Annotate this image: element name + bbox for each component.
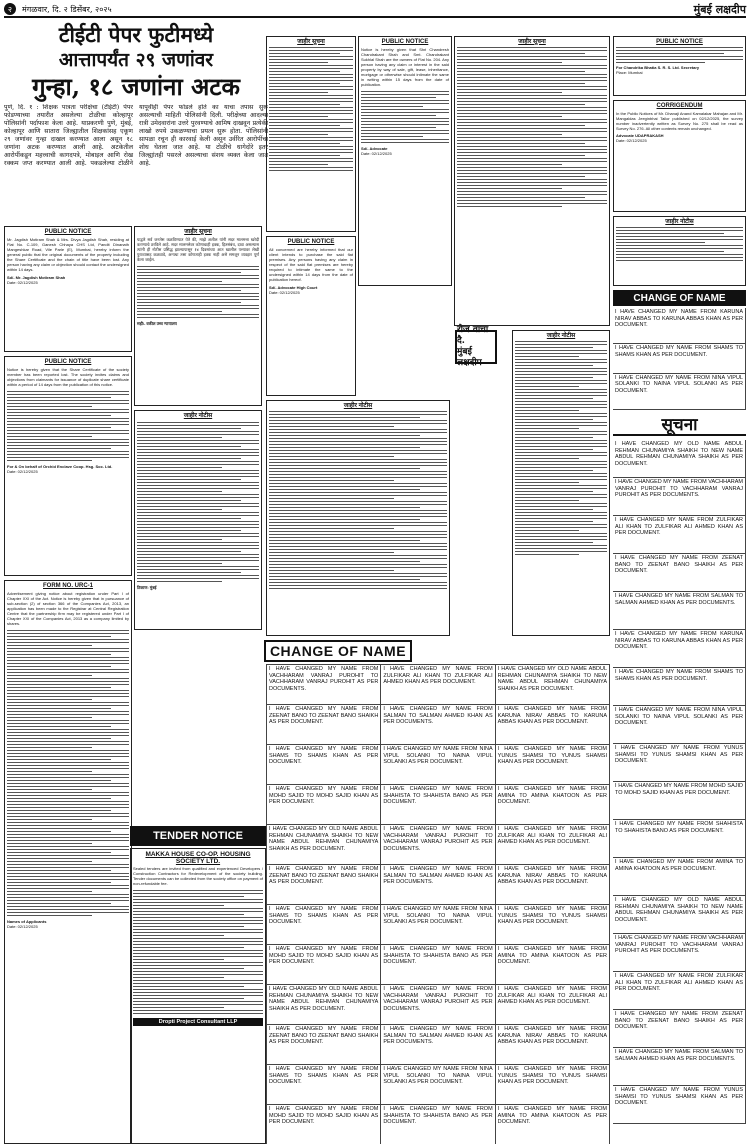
coc-entry: I HAVE CHANGED MY NAME FROM AMINA TO AMINA KHATOON AS PER DOCUMENT. [496,1105,610,1144]
public-notice-3 [266,236,356,396]
notice-sign: Sd/- Advocate High Court [269,285,318,290]
public-notice-1 [4,226,132,352]
coc-entry: I HAVE CHANGED MY OLD NAME ABDUL REHMAN CHUNAMIYA SHAIKH TO NEW NAME ABDUL REHMAN CHUNAMIYA SHAIKH AS PER DOCUMENT. [496,665,610,705]
notice-sign: सही/- वकील उच्च न्यायालय [137,321,177,326]
coc-entry: I HAVE CHANGED MY NAME FROM AMINA TO AMINA KHATOON AS PER DOCUMENT. [496,945,610,985]
notice-text-lines [616,227,743,261]
lead-headline-2: आत्तापर्यंत २९ जणांवर [58,49,214,71]
coc-entry: I HAVE CHANGED MY NAME FROM VACHHARAM VANRAJ PUROHIT TO VACHHARAM VANRAJ PUROHIT AS PER DOCUMENTS. [381,985,495,1025]
coc-entry: I HAVE CHANGED MY NAME FROM SHAMS TO SHAMS KHAN AS PER DOCUMENT. [267,745,381,785]
notice-title: PUBLIC NOTICE [44,359,92,365]
coc-entry: I HAVE CHANGED MY NAME FROM SHAMS TO SHAMS KHAN AS PER DOCUMENT. [267,905,381,945]
notice-date: Date: 02/12/2025 [7,280,38,285]
place: Place: Mumbai [616,70,643,75]
notice-body: Advertisement giving notice about registration under Part I of Chapter XXI of the Act. Notice is hereby given that in pursuance of sub-section (2) of section 366 of the Companies Act, 2013, an application has been made to the Registrar at Central Registration Centre that the partnership firm may be registered under Part I of Chapter XXI of the Companies Act, 2013 as a company limited by shares. [7,591,129,626]
coc-entry: I HAVE CHANGED MY NAME FROM VACHHARAM VANRAJ PUROHIT TO VACHHARAM VANRAJ PUROHIT AS PER DOCUMENTS. [613,934,746,972]
coc-entry: I HAVE CHANGED MY NAME FROM SALMAN TO SALMAN AHMED KHAN AS PER DOCUMENTS. [381,705,495,745]
notice-text-lines [269,411,447,589]
right-coc-list-2 [613,440,746,1144]
public-notice-2 [358,36,452,286]
tender-org: MAKKA HOUSE CO-OP. HOUSING SOCIETY LTD. [145,851,251,865]
coc-entry: I HAVE CHANGED MY NAME FROM KARUNA NIRAV ABBAS TO KARUNA ABBAS KHAN AS PER DOCUMENT. [613,308,746,344]
notice-text-lines [7,391,129,461]
marathi-notice-3 [266,400,450,636]
notice-body: In the Public Notices of Mr. Dhanaji Anand Kamalakar Mahajan and Mr. Mangaldas Jeeginbhai Tailor published on 02/12/2025, the survey number inadvertently written as Survey No. 275 shall be read as Survey No. 276. All other contents remain unchanged. [616,111,743,131]
public-notice-4 [4,356,132,576]
notice-title: जाहीर नोटीस [343,403,373,409]
notice-text-lines [7,630,129,916]
notice-body: Notice is hereby given that Shri Chandresh Chandrakant Shah and Smt. Chandrakant Sukhlal Shah are the owners of Flat No. 204. Any person having any claim or interest in the said property by way of sale, gift, lease, inheritance, mortgage or otherwise should intimate the same in writing within 15 days from the date of publication. [361,47,449,87]
coc-entry: I HAVE CHANGED MY NAME FROM ZEENAT BANO TO ZEENAT BANO SHAIKH AS PER DOCUMENT. [267,705,381,745]
notice-title: FORM NO. URC-1 [43,583,93,589]
coc-entry: I HAVE CHANGED MY NAME FROM ZULFIKAR ALI KHAN TO ZULFIKAR ALI AHMED KHAN AS PER DOCUMENT. [381,665,495,705]
notice-title: जाहीर नोटीस [546,333,576,339]
marathi-suchna-col [266,36,356,232]
coc-entry: I HAVE CHANGED MY NAME FROM ZEENAT BANO TO ZEENAT BANO SHAIKH AS PER DOCUMENT. [613,554,746,592]
coc-entry: I HAVE CHANGED MY NAME FROM SHAHISTA TO SHAHISTA BANO AS PER DOCUMENT. [381,1105,495,1144]
notice-body: याद्वारे सर्व जनतेस कळविण्यात येते की, माझे अशील यांनी सदर मालमत्ता खरेदी करण्याचे ठरविले आहे. सदर मालमत्तेवर कोणाचाही हक्क, हितसंबंध, दावा असल्यास त्यांनी ही नोटीस प्रसिद्ध झाल्यापासून १४ दिवसांच्या आत खालील पत्त्यावर लेखी पुराव्यासह कळवावे, अन्यथा तसा कोणताही हक्क नाही असे समजून व्यवहार पूर्ण केला जाईल. [137,237,259,262]
coc-entry: I HAVE CHANGED MY NAME FROM NINA VIPUL SOLANKI TO NAINA VIPUL SOLANKI AS PER DOCUMENT. [381,905,495,945]
coc-entry: I HAVE CHANGED MY NAME FROM SALMAN TO SALMAN AHMED KHAN AS PER DOCUMENTS. [613,1048,746,1086]
page-header [4,2,746,18]
coc-entry: I HAVE CHANGED MY NAME FROM KARUNA NIRAV ABBAS TO KARUNA ABBAS KHAN AS PER DOCUMENT. [496,1025,610,1065]
coc-entry: I HAVE CHANGED MY NAME FROM ZULFIKAR ALI KHAN TO ZULFIKAR ALI AHMED KHAN AS PER DOCUMENT. [496,985,610,1025]
notice-title: PUBLIC NOTICE [656,39,703,45]
coc-entry: I HAVE CHANGED MY NAME FROM NINA VIPUL SOLANKI TO NAINA VIPUL SOLANKI AS PER DOCUMENT. [613,374,746,410]
coc-entry: I HAVE CHANGED MY OLD NAME ABDUL REHMAN CHUNAMIYA SHAIKH TO NEW NAME ABDUL REHMAN CHUNAMIYA SHAIKH AS PER DOCUMENT. [613,440,746,478]
marathi-notice-5 [512,330,610,636]
coc-entry: I HAVE CHANGED MY NAME FROM AMINA TO AMINA KHATOON AS PER DOCUMENT. [613,858,746,896]
notice-title: जाहीर नोटीस [665,219,694,225]
notice-sign: For & On behalf of Orchid Enclave Coop. Hsg. Soc. Ltd. [7,464,113,469]
notice-date: Date: 02/12/2025 [269,290,300,295]
dateline: मंगळवार, दि. २ डिसेंबर, २०२५ [22,4,112,14]
coc-entry: I HAVE CHANGED MY NAME FROM ZEENAT BANO TO ZEENAT BANO SHAIKH AS PER DOCUMENT. [267,1025,381,1065]
lead-headline-1: टीईटी पेपर फुटीमध्ये [58,22,214,47]
tender-text-lines [133,890,263,1014]
coc-entry: I HAVE CHANGED MY NAME FROM NINA VIPUL SOLANKI TO NAINA VIPUL SOLANKI AS PER DOCUMENT. [613,706,746,744]
promo-line-1: रोज वाचा दै. [457,325,489,346]
coc-entry: I HAVE CHANGED MY NAME FROM SHAMS TO SHAMS KHAN AS PER DOCUMENT. [613,344,746,374]
notice-date: Date: 02/12/2025 [361,151,392,156]
coc-entry: I HAVE CHANGED MY NAME FROM ZEENAT BANO TO ZEENAT BANO SHAIKH AS PER DOCUMENT. [267,865,381,905]
coc-entry: I HAVE CHANGED MY NAME FROM SHAHISTA TO SHAHISTA BANO AS PER DOCUMENT. [381,785,495,825]
coc-entry: I HAVE CHANGED MY NAME FROM VACHHARAM VANRAJ PUROHIT TO VACHHARAM VANRAJ PUROHIT AS PER DOCUMENTS. [613,478,746,516]
change-of-name-grid [266,664,610,1144]
coc-entry: I HAVE CHANGED MY OLD NAME ABDUL REHMAN CHUNAMIYA SHAIKH TO NEW NAME ABDUL REHMAN CHUNAMIYA SHAIKH AS PER DOCUMENT. [267,825,381,865]
notice-sign: Sd/- Mr. Jagdish Motiram Shah [7,275,66,280]
notice-date: Date: 02/12/2025 [616,138,647,143]
coc-entry: I HAVE CHANGED MY NAME FROM MOHD SAJID TO MOHD SAJID KHAN AS PER DOCUMENT. [267,785,381,825]
page-number: २ [4,3,16,15]
tender-notice-banner: TENDER NOTICE [130,826,266,846]
notice-title: PUBLIC NOTICE [287,239,335,245]
coc-entry: I HAVE CHANGED MY NAME FROM ZULFIKAR ALI KHAN TO ZULFIKAR ALI AHMED KHAN AS PER DOCUMENT. [496,825,610,865]
notice-title: जाहीर सूचना [518,39,546,45]
notice-place: ठिकाण: मुंबई [137,585,157,590]
coc-entry: I HAVE CHANGED MY NAME FROM MOHD SAJID TO MOHD SAJID KHAN AS PER DOCUMENT. [267,1105,381,1144]
notice-text-lines [616,47,743,63]
notice-body: All concerned are hereby informed that our client intends to purchase the said flat premises. Any persons having any claim in respect of the said flat premises are hereby required to intimate the same to the undersigned within 14 days from the date of publication hereof. [269,247,353,282]
coc-entry: I HAVE CHANGED MY NAME FROM YUNUS SHAMSI TO YUNUS SHAMSI KHAN AS PER DOCUMENT. [613,1086,746,1124]
notice-title: PUBLIC NOTICE [381,39,429,45]
coc-entry: I HAVE CHANGED MY NAME FROM NINA VIPUL SOLANKI TO NAINA VIPUL SOLANKI AS PER DOCUMENT. [381,745,495,785]
notice-title: जाहीर नोटीस [183,413,213,419]
coc-entry: I HAVE CHANGED MY NAME FROM VACHHARAM VANRAJ PUROHIT TO VACHHARAM VANRAJ PUROHIT AS PER DOCUMENTS. [267,665,381,705]
tender-contact: Dropti Project Consultant LLP [133,1018,263,1026]
coc-entry: I HAVE CHANGED MY NAME FROM MOHD SAJID TO MOHD SAJID KHAN AS PER DOCUMENT. [613,782,746,820]
right-jahir-notice [613,216,746,286]
marathi-notice-2 [134,410,262,630]
society-signature: For Chandrika Bhatia S. R. S. Ltd. Secretary [616,65,700,70]
coc-entry: I HAVE CHANGED MY OLD NAME ABDUL REHMAN CHUNAMIYA SHAIKH TO NEW NAME ABDUL REHMAN CHUNAMIYA SHAIKH AS PER DOCUMENT. [267,985,381,1025]
coc-entry: I HAVE CHANGED MY NAME FROM SALMAN TO SALMAN AHMED KHAN AS PER DOCUMENTS. [381,865,495,905]
notice-text-lines [137,422,259,582]
coc-entry: I HAVE CHANGED MY NAME FROM YUNUS SHAMSI TO YUNUS SHAMSI KHAN AS PER DOCUMENT. [613,744,746,782]
coc-entry: I HAVE CHANGED MY NAME FROM KARUNA NIRAV ABBAS TO KARUNA ABBAS KHAN AS PER DOCUMENT. [613,630,746,668]
coc-entry: I HAVE CHANGED MY NAME FROM YUNUS SHAMSI TO YUNUS SHAMSI KHAN AS PER DOCUMENT. [496,745,610,785]
lead-story-body: पुणे, दि. १ : शिक्षक पात्रता परीक्षेचा (टीईटी) पेपर फोडण्याच्या तयारीत असलेल्या टोळीचा कोल्हापूर पोलिसांनी पर्दाफाश केला आहे. याप्रकरणी पुणे, मुंबई, कोल्हापूर आणि सातारा जिल्ह्यातील शिक्षकांसह एकूण २९ जणांवर गुन्हा दाखल करण्यात आला असून १८ जणांना अटक करण्यात आली आहे. अटकेतील आरोपींकडून महत्त्वाची कागदपत्रे, मोबाइल आणि रोख रक्कम जप्त करण्यात आली आहे. पकडलेल्या टोळीने यापूर्वीही पेपर फोडले होते का याचा तपास सुरू असल्याची माहिती पोलिसांनी दिली. परीक्षेच्या आदल्या रात्री उमेदवारांना उत्तरे पुरवण्याचे आमिष दाखवून प्रत्येकी लाखो रुपये उकळण्याचा प्रयत्न सुरू होता. पोलिसांनी सापळा रचून ही कारवाई केली असून उर्वरित आरोपींचा शोध घेतला जात आहे. या टोळीचे धागेदोरे इतर जिल्ह्यांतही पसरले असल्याचा संशय व्यक्त केला जात आहे. [4,104,268,167]
coc-entry: I HAVE CHANGED MY NAME FROM SHAHISTA TO SHAHISTA BANO AS PER DOCUMENT. [613,820,746,858]
coc-entry: I HAVE CHANGED MY NAME FROM VACHHARAM VANRAJ PUROHIT TO VACHHARAM VANRAJ PUROHIT AS PER DOCUMENTS. [381,825,495,865]
coc-entry: I HAVE CHANGED MY OLD NAME ABDUL REHMAN CHUNAMIYA SHAIKH TO NEW NAME ABDUL REHMAN CHUNAMIYA SHAIKH AS PER DOCUMENT. [613,896,746,934]
coc-entry: I HAVE CHANGED MY NAME FROM SHAHISTA TO SHAHISTA BANO AS PER DOCUMENT. [381,945,495,985]
corrigendum [613,100,746,212]
coc-entry: I HAVE CHANGED MY NAME FROM SHAMS TO SHAMS KHAN AS PER DOCUMENT. [267,1065,381,1105]
coc-entry: I HAVE CHANGED MY NAME FROM KARUNA NIRAV ABBAS TO KARUNA ABBAS KHAN AS PER DOCUMENT. [496,865,610,905]
read-us-promo [455,325,497,368]
notice-title: CORRIGENDUM [656,103,703,109]
coc-entry: I HAVE CHANGED MY NAME FROM YUNUS SHAMSI TO YUNUS SHAMSI KHAN AS PER DOCUMENT. [496,1065,610,1105]
marathi-notice-4 [454,36,610,326]
coc-entry: I HAVE CHANGED MY NAME FROM NINA VIPUL SOLANKI TO NAINA VIPUL SOLANKI AS PER DOCUMENT. [381,1065,495,1105]
notice-body: Notice is hereby given that the Share Certificate of the society member has been reported lost. The society invites claims and objections from claimants for issuance of duplicate share certificate within a period of 14 days from the publication of this notice. [7,367,129,387]
notice-text-lines [137,266,259,318]
coc-entry: I HAVE CHANGED MY NAME FROM ZULFIKAR ALI KHAN TO ZULFIKAR ALI AHMED KHAN AS PER DOCUMENT. [613,516,746,554]
notice-title: PUBLIC NOTICE [44,229,92,235]
suchna-heading: सूचना [613,412,746,436]
notice-sign: Names of Applicants [7,919,47,924]
coc-entry: I HAVE CHANGED MY NAME FROM KARUNA NIRAV ABBAS TO KARUNA ABBAS KHAN AS PER DOCUMENT. [496,705,610,745]
marathi-notice-1 [134,226,262,406]
tender-notice [130,848,266,1144]
right-public-notice [613,36,746,96]
change-of-name-right-banner: CHANGE OF NAME [613,290,746,306]
right-coc-list [613,308,746,410]
notice-text-lines [269,47,353,171]
notice-date: Date: 02/12/2025 [7,924,38,929]
coc-entry: I HAVE CHANGED MY NAME FROM SALMAN TO SALMAN AHMED KHAN AS PER DOCUMENTS. [613,592,746,630]
notice-title: जाहीर सूचना [297,39,325,45]
notice-text-lines [457,47,607,207]
tender-body: Sealed tenders are invited from qualified and experienced Developers / Construction Contractors for Redevelopment of the society building. Tender documents can be collected from the society office on payment of non-refundable fee. [133,866,263,886]
notice-body: Mr. Jagdish Motiram Shah & Mrs. Divya Jagdish Shah, residing at Flat No. C-109, Ganesh Chhaya CHS Ltd, Pandit Dinanath Mangeshkar Road, Vile Parle (E), Mumbai, hereby inform the general public that the original documents of the property including the Share Certificate and the chain of title have been lost. Any person having any claim or objection should contact the undersigned within 14 days. [7,237,129,272]
lead-headline-3: गुन्हा, १८ जणांना अटक [32,72,240,101]
notice-sign: Sd/- Advocate [361,146,388,151]
notice-title: जाहीर सूचना [184,229,212,235]
coc-entry: I HAVE CHANGED MY NAME FROM MOHD SAJID TO MOHD SAJID KHAN AS PER DOCUMENT. [267,945,381,985]
coc-entry: I HAVE CHANGED MY NAME FROM AMINA TO AMINA KHATOON AS PER DOCUMENT. [496,785,610,825]
coc-entry: I HAVE CHANGED MY NAME FROM SHAMS TO SHAMS KHAN AS PER DOCUMENT. [613,668,746,706]
notice-text-lines [361,91,449,143]
masthead: मुंबई लक्षदीप [693,2,746,16]
header-left [4,3,112,15]
coc-entry: I HAVE CHANGED MY NAME FROM YUNUS SHAMSI TO YUNUS SHAMSI KHAN AS PER DOCUMENT. [496,905,610,945]
notice-date: Date: 02/12/2025 [7,469,38,474]
coc-entry: I HAVE CHANGED MY NAME FROM ZULFIKAR ALI KHAN TO ZULFIKAR ALI AHMED KHAN AS PER DOCUMENT. [613,972,746,1010]
form-urc-notice [4,580,132,1144]
promo-line-2: मुंबई लक्षदीप [457,347,482,368]
notice-text-lines [515,341,607,555]
coc-entry: I HAVE CHANGED MY NAME FROM ZEENAT BANO TO ZEENAT BANO SHAIKH AS PER DOCUMENT. [613,1010,746,1048]
change-of-name-banner: CHANGE OF NAME [264,640,412,662]
coc-entry: I HAVE CHANGED MY NAME FROM SALMAN TO SALMAN AHMED KHAN AS PER DOCUMENTS. [381,1025,495,1065]
notice-sign: Advocate UDAPRAKASH [616,133,664,138]
